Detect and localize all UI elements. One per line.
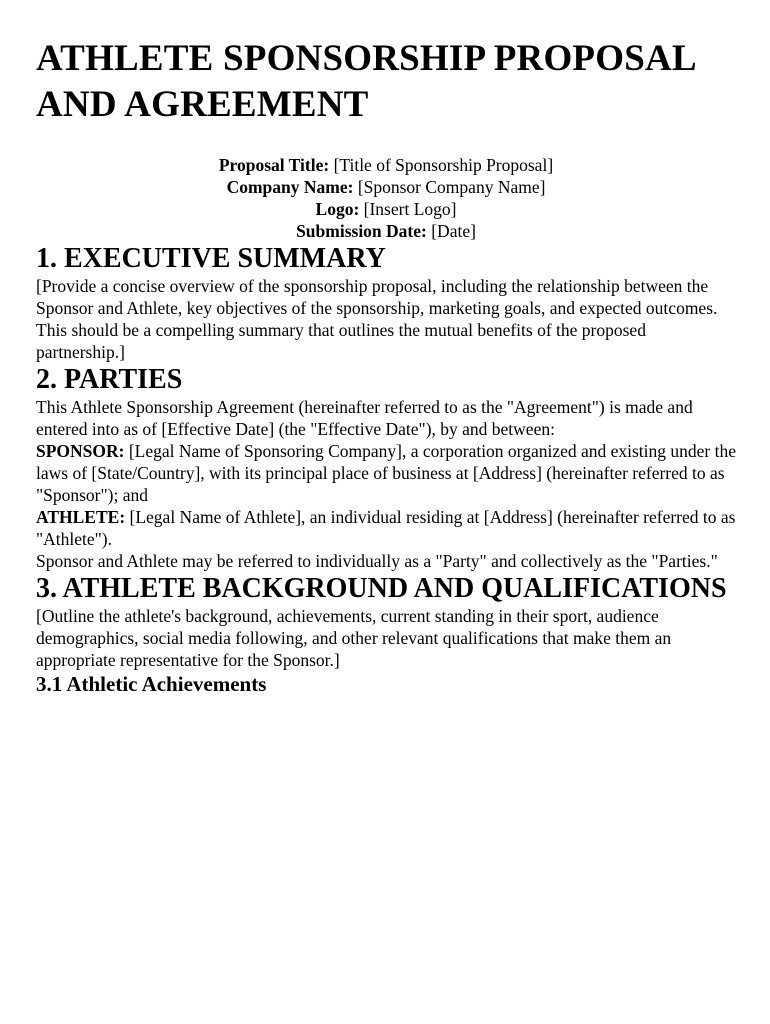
sponsor-label: SPONSOR:	[36, 441, 125, 461]
meta-label: Proposal Title:	[218, 155, 330, 175]
athlete-text: [Legal Name of Athlete], an individual residing at [Address] (hereinafter referred to as "Athlete").	[36, 507, 736, 549]
document-title: ATHLETE SPONSORSHIP PROPOSAL AND AGREEMENT	[36, 38, 695, 125]
sponsor-paragraph	[36, 440, 736, 506]
section-heading-executive-summary: 1. EXECUTIVE SUMMARY	[36, 243, 386, 274]
proposal-meta-block	[36, 154, 736, 242]
meta-label: Company Name:	[226, 177, 354, 197]
meta-label: Logo:	[315, 199, 360, 219]
subsection-heading-athletic-achievements: 3.1 Athletic Achievements	[36, 672, 267, 696]
meta-company-name	[36, 176, 736, 198]
document-page	[36, 36, 736, 697]
athlete-label: ATHLETE:	[36, 507, 126, 527]
meta-value: [Date]	[426, 221, 476, 241]
parties-closing-text: Sponsor and Athlete may be referred to individually as a "Party" and collectively as the "Parties."	[36, 551, 718, 571]
meta-label: Submission Date:	[296, 221, 427, 241]
meta-proposal-title	[36, 154, 736, 176]
meta-submission-date	[36, 220, 736, 242]
meta-value: [Insert Logo]	[359, 199, 457, 219]
meta-value: [Title of Sponsorship Proposal]	[329, 155, 554, 175]
meta-logo	[36, 198, 736, 220]
section-heading-parties: 2. PARTIES	[36, 364, 183, 395]
parties-intro-text: This Athlete Sponsorship Agreement (hereinafter referred to as the "Agreement") is made and entered into as of [Effective Date] (the "Effective Date"), by and between:	[36, 397, 693, 439]
athlete-background-text: [Outline the athlete's background, achievements, current standing in their sport, audience demographics, social media following, and other relevant qualifications that make them an appropriate representative for the Sponsor.]	[36, 606, 672, 670]
section-heading-athlete-background: 3. ATHLETE BACKGROUND AND QUALIFICATIONS	[36, 573, 727, 604]
meta-value: [Sponsor Company Name]	[353, 177, 546, 197]
sponsor-text: [Legal Name of Sponsoring Company], a corporation organized and existing under the laws of [State/Country], with its principal place of business at [Address] (hereinafter referred to as "Sponsor"); and	[36, 441, 737, 505]
executive-summary-text: [Provide a concise overview of the sponsorship proposal, including the relationship between the Sponsor and Athlete, key objectives of the sponsorship, marketing goals, and expected outcomes. This should be a compelling summary that outlines the mutual benefits of the proposed partnership.]	[36, 276, 718, 362]
athlete-paragraph	[36, 506, 736, 550]
